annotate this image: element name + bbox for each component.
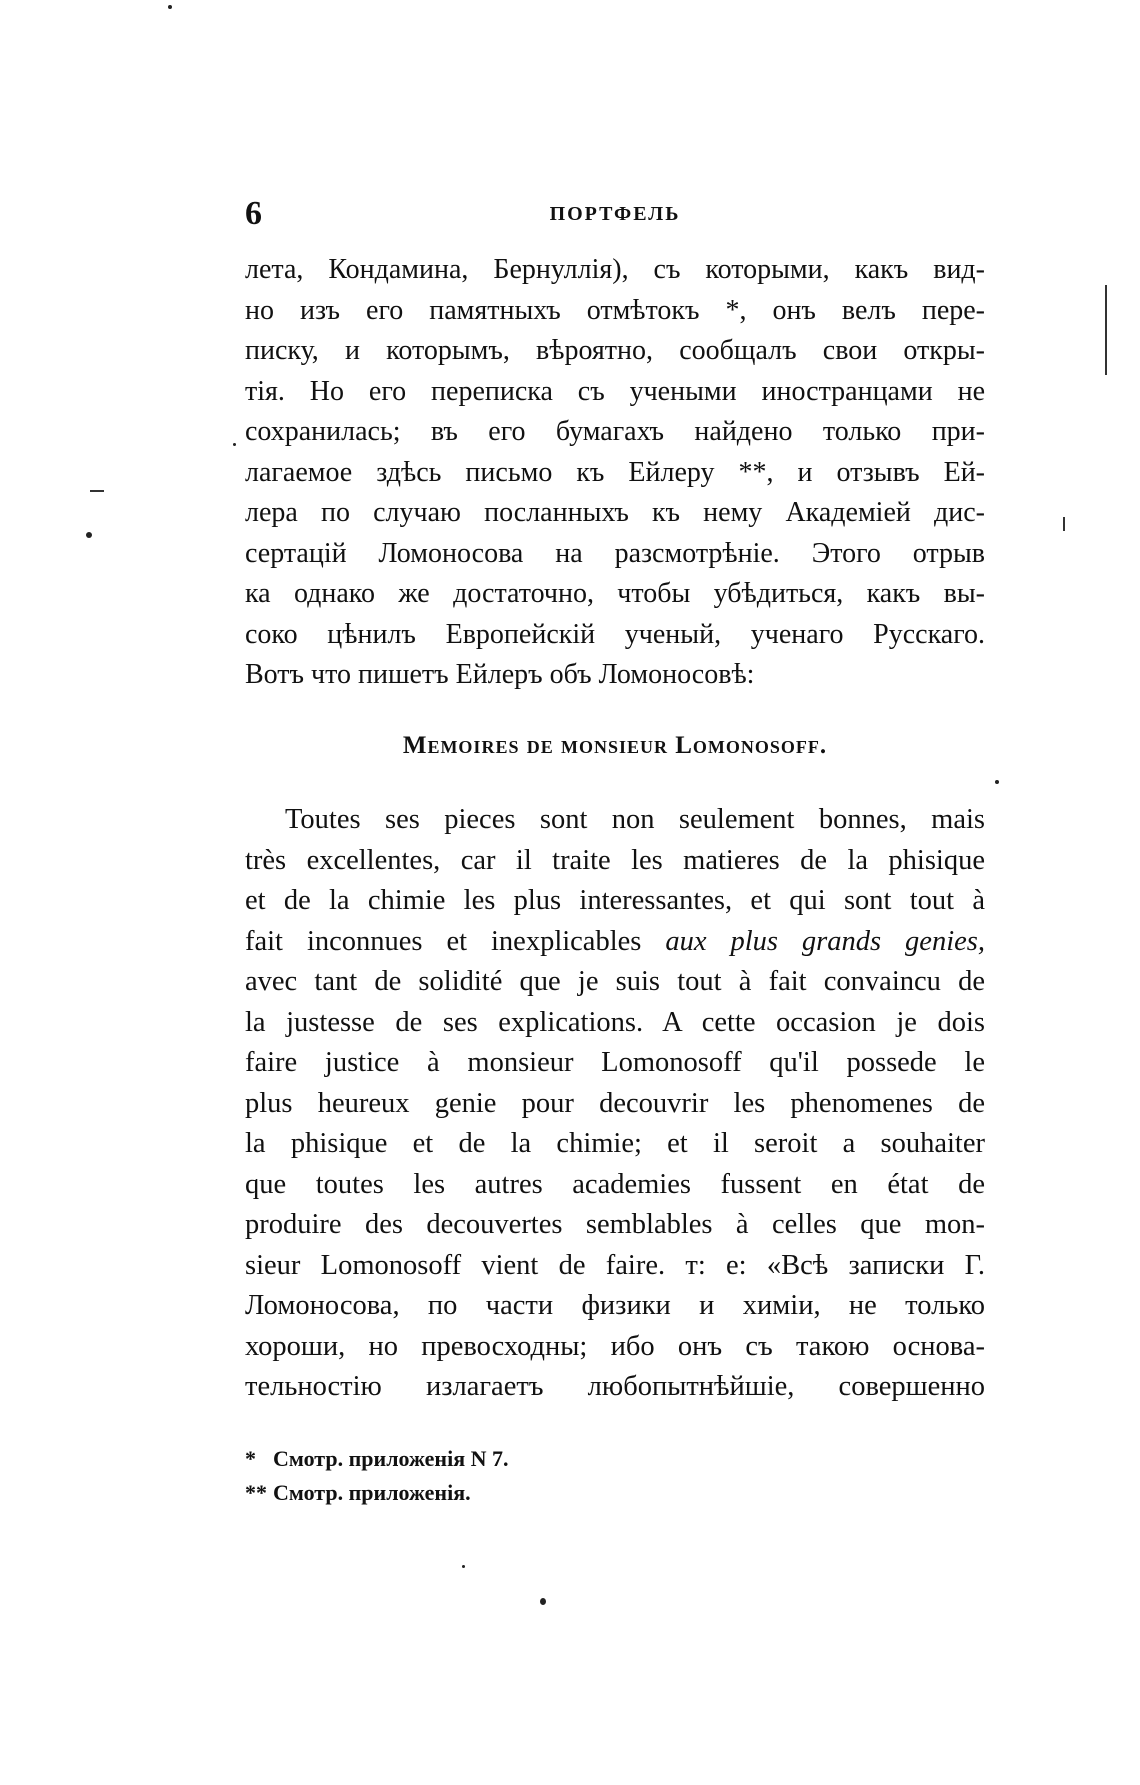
footnotes: [245, 1442, 985, 1510]
text-line: la justesse de ses explications. A cette occasion je dois: [245, 1006, 985, 1038]
scan-edge-mark: [90, 490, 104, 492]
scan-edge-mark: [1105, 285, 1107, 375]
text-line: Ломоносова, по части физики и химіи, не только: [245, 1290, 985, 1321]
page-header: [245, 195, 985, 235]
text-line: хороши, но превосходны; ибо онъ съ такою основа-: [245, 1330, 985, 1362]
text-line: et de la chimie les plus interessantes, et qui sont tout à: [245, 885, 985, 916]
text-line: avec tant de solidité que je suis tout à fait convaincu de: [245, 966, 985, 997]
scan-speck: [462, 1565, 465, 1568]
scan-speck: [86, 532, 92, 538]
italic-phrase: aux plus grands genies,: [665, 925, 985, 957]
text-line: Вотъ что пишетъ Ейлеръ объ Ломоносовѣ:: [245, 659, 755, 690]
footnote: [245, 1476, 985, 1510]
section-heading: Memoires de monsieur Lomonosoff.: [402, 732, 828, 759]
intro-paragraph: [245, 250, 985, 696]
footnote-mark: **: [245, 1480, 267, 1505]
text-fragment: fait inconnues et inexplicables: [245, 925, 642, 957]
text-line: très excellentes, car il traite les matieres de la phisique: [245, 844, 985, 876]
text-line-with-italic: [245, 922, 985, 963]
text-line: que toutes les autres academies fussent en état de: [245, 1168, 985, 1200]
text-line: тельностію излагаетъ любопытнѣйшіе, совершенно: [245, 1371, 985, 1402]
text-line: produire des decouvertes semblables à celles que mon-: [245, 1209, 985, 1240]
scan-speck: [168, 5, 172, 9]
text-line: plus heureux genie pour decouvrir les phenomenes de: [245, 1087, 985, 1119]
text-line: sieur Lomonosoff vient de faire. т: е: «Всѣ записки Г.: [245, 1249, 985, 1281]
footnote-text: Смотр. приложенія.: [273, 1480, 471, 1505]
text-line: лета, Кондамина, Бернуллія), съ которыми, какъ вид-: [245, 254, 985, 285]
text-line: соко цѣнилъ Европейскій ученый, ученаго Русскаго.: [245, 618, 985, 650]
scan-speck: [540, 1598, 546, 1605]
text-line: но изъ его памятныхъ отмѣтокъ *, онъ велъ пере-: [245, 294, 985, 326]
text-line: сохранилась; въ его бумагахъ найдено только при-: [245, 416, 985, 447]
text-line: лера по случаю посланныхъ къ нему Академіей дис-: [245, 497, 985, 528]
text-line: писку, и которымъ, вѣроятно, сообщалъ свои откры-: [245, 335, 985, 366]
text-line: Toutes ses pieces sont non seulement bonnes, mais: [285, 804, 985, 835]
text-line: лагаемое здѣсь письмо къ Ейлеру **, и отзывъ Ей-: [245, 456, 985, 488]
running-title: ПОРТФЕЛЬ: [549, 203, 681, 225]
footnote: [245, 1442, 985, 1476]
page-number: 6: [245, 195, 262, 232]
scan-speck: [233, 443, 236, 446]
scan-speck: [995, 780, 999, 784]
footnote-mark: *: [245, 1446, 256, 1471]
text-line: la phisique et de la chimie; et il seroit a souhaiter: [245, 1128, 985, 1159]
text-line: сертацій Ломоносова на разсмотрѣніе. Этого отрыв: [245, 537, 985, 569]
text-line: тія. Но его переписка съ учеными иностранцами не: [245, 375, 985, 407]
footnote-text: Смотр. приложенія N 7.: [273, 1446, 509, 1471]
euler-quote-paragraph: [245, 800, 985, 1408]
scan-edge-mark: [1063, 517, 1065, 531]
text-line: faire justice à monsieur Lomonosoff qu'il possede le: [245, 1047, 985, 1078]
text-line: ка однако же достаточно, чтобы убѣдиться, какъ вы-: [245, 578, 985, 609]
